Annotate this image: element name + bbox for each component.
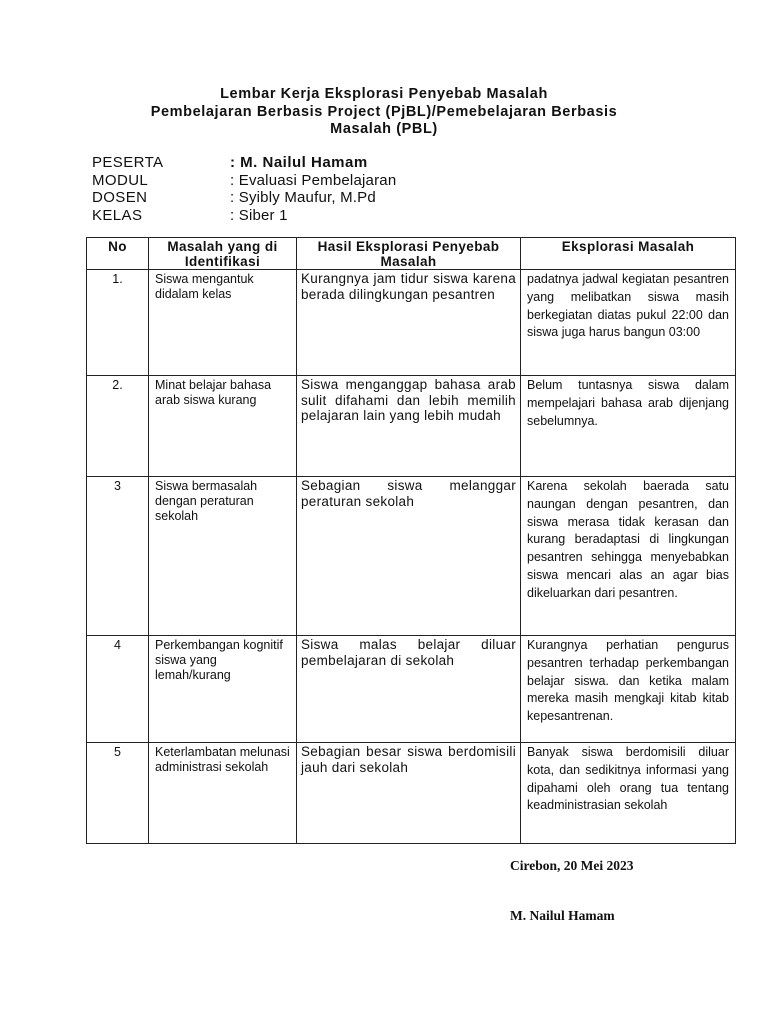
signature-place-date: Cirebon, 20 Mei 2023 — [510, 858, 634, 873]
participant-row — [92, 154, 396, 172]
exploration-cell: Banyak siswa berdomisili diluar kota, dan sedikitnya informasi yang dipahami oleh orang tua tentang keadministrasian sekolah — [521, 743, 736, 844]
class-label: KELAS — [92, 206, 143, 224]
exploration-cell: padatnya jadwal kegiatan pesantren yang melibatkan siswa masih berkegiatan diatas pukul 22:00 dan siswa juga harus bangun 03:00 — [521, 270, 736, 376]
header-no: No — [87, 238, 149, 270]
document-title-line-2: Pembelajaran Berbasis Project (PjBL)/Pemebelajaran Berbasis — [150, 104, 618, 120]
row-number: 3 — [87, 477, 149, 636]
module-label: MODUL — [92, 171, 149, 189]
participant-label: PESERTA — [92, 154, 164, 171]
document-title-line-1: Lembar Kerja Eksplorasi Penyebab Masalah — [220, 86, 548, 102]
problem-cell: Siswa mengantuk didalam kelas — [149, 270, 297, 376]
problem-exploration-table — [86, 237, 736, 844]
problem-cell: Siswa bermasalah dengan peraturan sekolah — [149, 477, 297, 636]
exploration-cell: Belum tuntasnya siswa dalam mempelajari bahasa arab dijenjang sebelumnya. — [521, 376, 736, 477]
class-value: : Siber 1 — [230, 206, 288, 224]
row-number: 5 — [87, 743, 149, 844]
table-header-row — [87, 238, 736, 270]
participant-info — [92, 154, 396, 224]
cause-cell: Kurangnya jam tidur siswa karena berada dilingkungan pesantren — [297, 270, 521, 376]
problem-cell: Minat belajar bahasa arab siswa kurang — [149, 376, 297, 477]
module-value: : Evaluasi Pembelajaran — [230, 171, 397, 189]
signature-name: M. Nailul Hamam — [510, 908, 615, 923]
header-hasil: Hasil Eksplorasi Penyebab Masalah — [297, 238, 521, 270]
cause-cell: Sebagian besar siswa berdomisili jauh dari sekolah — [297, 743, 521, 844]
cause-cell: Siswa menganggap bahasa arab sulit difahami dan lebih memilih pelajaran lain yang lebih mudah — [297, 376, 521, 477]
exploration-cell: Karena sekolah baerada satu naungan dengan pesantren, dan siswa merasa tidak kerasan dan kurang beradaptasi di lingkungan pesantren sehingga menyebabkan siswa mencari alas an agar bias dikeluarkan dari pesantren. — [521, 477, 736, 636]
exploration-cell: Kurangnya perhatian pengurus pesantren terhadap perkembangan belajar siswa. dan ketika malam mereka masih mengkaji kitab kitab kepesantrenan. — [521, 636, 736, 743]
document-title-line-3: Masalah (PBL) — [330, 121, 438, 137]
row-number: 1. — [87, 270, 149, 376]
problem-cell: Keterlambatan melunasi administrasi sekolah — [149, 743, 297, 844]
row-number: 2. — [87, 376, 149, 477]
participant-value: : M. Nailul Hamam — [230, 154, 368, 171]
header-eksplorasi: Eksplorasi Masalah — [521, 238, 736, 270]
lecturer-row — [92, 189, 396, 207]
table-row — [87, 636, 736, 743]
table-row — [87, 477, 736, 636]
cause-cell: Siswa malas belajar diluar pembelajaran di sekolah — [297, 636, 521, 743]
class-row — [92, 207, 396, 225]
cause-cell: Sebagian siswa melanggar peraturan sekolah — [297, 477, 521, 636]
table-row — [87, 270, 736, 376]
module-row — [92, 172, 396, 190]
problem-cell: Perkembangan kognitif siswa yang lemah/kurang — [149, 636, 297, 743]
lecturer-label: DOSEN — [92, 189, 148, 206]
header-masalah: Masalah yang di Identifikasi — [149, 238, 297, 270]
table-row — [87, 376, 736, 477]
row-number: 4 — [87, 636, 149, 743]
lecturer-value: : Syibly Maufur, M.Pd — [230, 189, 376, 206]
table-row — [87, 743, 736, 844]
